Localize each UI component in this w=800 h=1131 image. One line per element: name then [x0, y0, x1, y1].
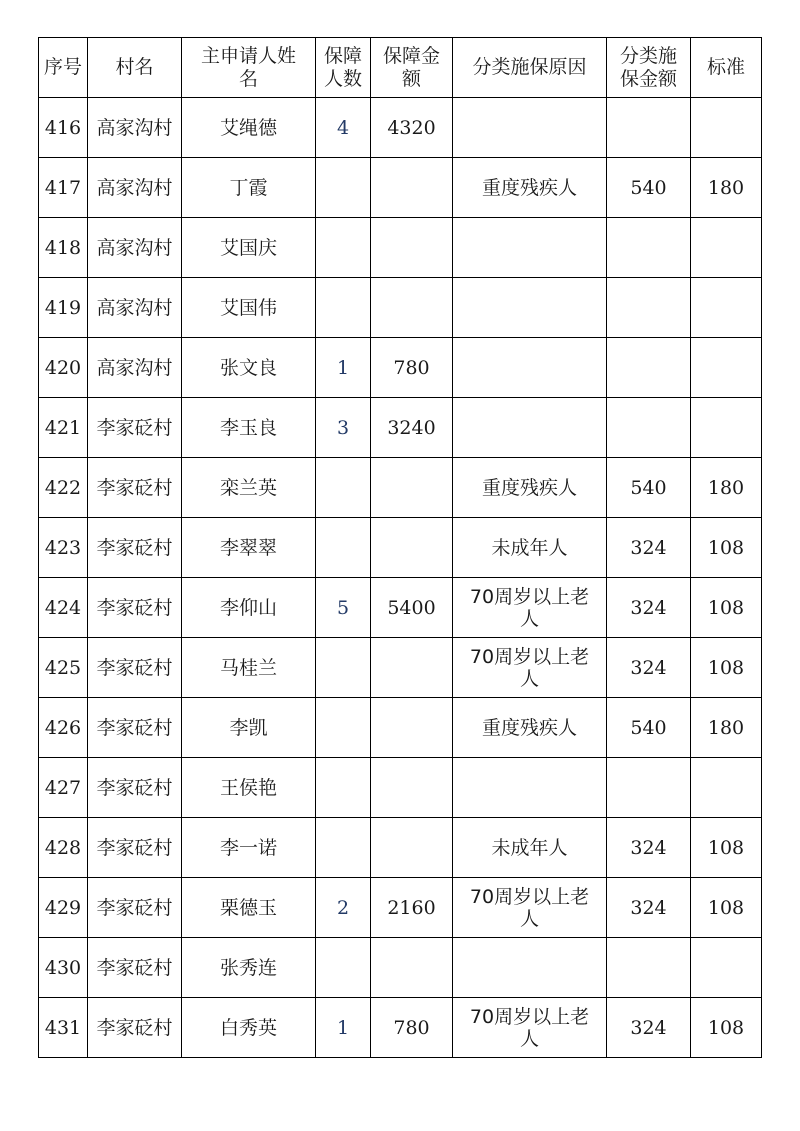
cell-amount: 5400 [371, 578, 453, 638]
cell-seq: 420 [39, 338, 88, 398]
table-row [39, 158, 762, 218]
cell-standard: 108 [691, 518, 762, 578]
cell-class-amount: 324 [607, 578, 691, 638]
cell-class-amount: 324 [607, 878, 691, 938]
cell-reason [453, 578, 607, 638]
table-row [39, 98, 762, 158]
cell-village: 李家砭村 [88, 758, 182, 818]
cell-village: 李家砭村 [88, 578, 182, 638]
cell-class-amount: 540 [607, 158, 691, 218]
cell-applicant-name: 白秀英 [182, 998, 316, 1058]
cell-applicant-name: 马桂兰 [182, 638, 316, 698]
cell-applicant-name: 张文良 [182, 338, 316, 398]
cell-persons: 3 [316, 398, 371, 458]
header-standard: 标准 [691, 38, 762, 98]
cell-applicant-name: 栾兰英 [182, 458, 316, 518]
cell-reason [453, 818, 607, 878]
cell-standard [691, 758, 762, 818]
cell-persons: 4 [316, 98, 371, 158]
cell-persons [316, 818, 371, 878]
cell-seq: 431 [39, 998, 88, 1058]
cell-persons: 5 [316, 578, 371, 638]
reason-text: 重度残疾人 [481, 176, 577, 199]
cell-amount [371, 158, 453, 218]
table-row [39, 398, 762, 458]
reason-text: 70周岁以上老人 [469, 1005, 590, 1050]
header-row [39, 38, 762, 98]
header-reason: 分类施保原因 [453, 38, 607, 98]
cell-amount [371, 458, 453, 518]
cell-village: 李家砭村 [88, 878, 182, 938]
cell-seq: 422 [39, 458, 88, 518]
cell-class-amount: 324 [607, 998, 691, 1058]
table-row [39, 758, 762, 818]
cell-standard: 108 [691, 638, 762, 698]
header-seq: 序号 [39, 38, 88, 98]
cell-class-amount: 324 [607, 818, 691, 878]
cell-seq: 419 [39, 278, 88, 338]
header-amount: 保障金额 [371, 38, 453, 98]
cell-village: 李家砭村 [88, 818, 182, 878]
cell-seq: 417 [39, 158, 88, 218]
cell-village: 李家砭村 [88, 698, 182, 758]
cell-seq: 423 [39, 518, 88, 578]
cell-reason [453, 758, 607, 818]
cell-applicant-name: 李一诺 [182, 818, 316, 878]
cell-persons [316, 638, 371, 698]
cell-persons [316, 518, 371, 578]
cell-applicant-name: 栗德玉 [182, 878, 316, 938]
cell-applicant-name: 艾国庆 [182, 218, 316, 278]
cell-applicant-name: 李凯 [182, 698, 316, 758]
cell-persons: 2 [316, 878, 371, 938]
cell-village: 李家砭村 [88, 458, 182, 518]
cell-reason [453, 938, 607, 998]
cell-class-amount [607, 278, 691, 338]
cell-village: 李家砭村 [88, 998, 182, 1058]
cell-reason [453, 338, 607, 398]
cell-persons: 1 [316, 998, 371, 1058]
cell-class-amount [607, 218, 691, 278]
table-row [39, 278, 762, 338]
cell-village: 李家砭村 [88, 638, 182, 698]
table-row [39, 458, 762, 518]
cell-persons [316, 158, 371, 218]
cell-class-amount: 540 [607, 458, 691, 518]
cell-persons [316, 758, 371, 818]
cell-standard [691, 398, 762, 458]
cell-applicant-name: 李翠翠 [182, 518, 316, 578]
cell-seq: 430 [39, 938, 88, 998]
cell-persons [316, 458, 371, 518]
cell-amount [371, 758, 453, 818]
cell-reason [453, 398, 607, 458]
cell-reason [453, 98, 607, 158]
cell-persons: 1 [316, 338, 371, 398]
cell-village: 李家砭村 [88, 518, 182, 578]
cell-village: 李家砭村 [88, 398, 182, 458]
cell-amount [371, 938, 453, 998]
cell-class-amount [607, 938, 691, 998]
cell-standard: 108 [691, 818, 762, 878]
cell-standard: 108 [691, 998, 762, 1058]
reason-text: 重度残疾人 [481, 476, 577, 499]
cell-applicant-name: 艾国伟 [182, 278, 316, 338]
cell-village: 高家沟村 [88, 338, 182, 398]
cell-reason [453, 218, 607, 278]
cell-seq: 426 [39, 698, 88, 758]
cell-applicant-name: 丁霞 [182, 158, 316, 218]
reason-text: 未成年人 [491, 836, 568, 859]
cell-class-amount [607, 758, 691, 818]
cell-amount: 4320 [371, 98, 453, 158]
cell-seq: 427 [39, 758, 88, 818]
cell-seq: 421 [39, 398, 88, 458]
cell-class-amount: 324 [607, 518, 691, 578]
cell-standard [691, 98, 762, 158]
cell-amount: 3240 [371, 398, 453, 458]
cell-seq: 416 [39, 98, 88, 158]
cell-standard: 180 [691, 698, 762, 758]
assistance-roster-table [38, 37, 762, 1058]
cell-standard [691, 278, 762, 338]
cell-persons [316, 938, 371, 998]
cell-applicant-name: 李仰山 [182, 578, 316, 638]
cell-applicant-name: 李玉良 [182, 398, 316, 458]
cell-standard: 108 [691, 878, 762, 938]
cell-amount: 780 [371, 338, 453, 398]
table-row [39, 638, 762, 698]
cell-class-amount [607, 398, 691, 458]
cell-reason [453, 278, 607, 338]
reason-text: 重度残疾人 [481, 716, 577, 739]
cell-village: 高家沟村 [88, 158, 182, 218]
cell-standard [691, 938, 762, 998]
cell-amount [371, 638, 453, 698]
table-row [39, 338, 762, 398]
document-sheet [38, 37, 761, 1058]
cell-amount [371, 818, 453, 878]
cell-amount [371, 698, 453, 758]
cell-seq: 428 [39, 818, 88, 878]
cell-reason [453, 458, 607, 518]
roster-body [39, 98, 762, 1058]
cell-class-amount [607, 338, 691, 398]
cell-village: 李家砭村 [88, 938, 182, 998]
cell-amount [371, 518, 453, 578]
cell-applicant-name: 王侯艳 [182, 758, 316, 818]
cell-applicant-name: 艾绳德 [182, 98, 316, 158]
cell-seq: 424 [39, 578, 88, 638]
cell-class-amount: 324 [607, 638, 691, 698]
header-village: 村名 [88, 38, 182, 98]
cell-class-amount [607, 98, 691, 158]
cell-amount: 780 [371, 998, 453, 1058]
cell-standard: 108 [691, 578, 762, 638]
table-row [39, 938, 762, 998]
cell-applicant-name: 张秀连 [182, 938, 316, 998]
cell-seq: 425 [39, 638, 88, 698]
header-persons: 保障人数 [316, 38, 371, 98]
cell-class-amount: 540 [607, 698, 691, 758]
cell-seq: 429 [39, 878, 88, 938]
cell-standard [691, 338, 762, 398]
cell-amount [371, 218, 453, 278]
cell-amount [371, 278, 453, 338]
cell-persons [316, 278, 371, 338]
cell-reason [453, 998, 607, 1058]
table-row [39, 578, 762, 638]
cell-standard: 180 [691, 458, 762, 518]
table-row [39, 998, 762, 1058]
table-row [39, 878, 762, 938]
table-row [39, 518, 762, 578]
header-applicant: 主申请人姓名 [182, 38, 316, 98]
cell-reason [453, 158, 607, 218]
cell-reason [453, 518, 607, 578]
cell-persons [316, 218, 371, 278]
table-row [39, 698, 762, 758]
cell-village: 高家沟村 [88, 218, 182, 278]
header-class-amount: 分类施保金额 [607, 38, 691, 98]
reason-text: 70周岁以上老人 [469, 885, 590, 930]
table-row [39, 818, 762, 878]
cell-village: 高家沟村 [88, 98, 182, 158]
cell-persons [316, 698, 371, 758]
cell-reason [453, 878, 607, 938]
reason-text: 70周岁以上老人 [469, 585, 590, 630]
cell-reason [453, 638, 607, 698]
table-row [39, 218, 762, 278]
cell-village: 高家沟村 [88, 278, 182, 338]
cell-amount: 2160 [371, 878, 453, 938]
reason-text: 未成年人 [491, 536, 568, 559]
cell-standard [691, 218, 762, 278]
cell-seq: 418 [39, 218, 88, 278]
cell-reason [453, 698, 607, 758]
cell-standard: 180 [691, 158, 762, 218]
reason-text: 70周岁以上老人 [469, 645, 590, 690]
